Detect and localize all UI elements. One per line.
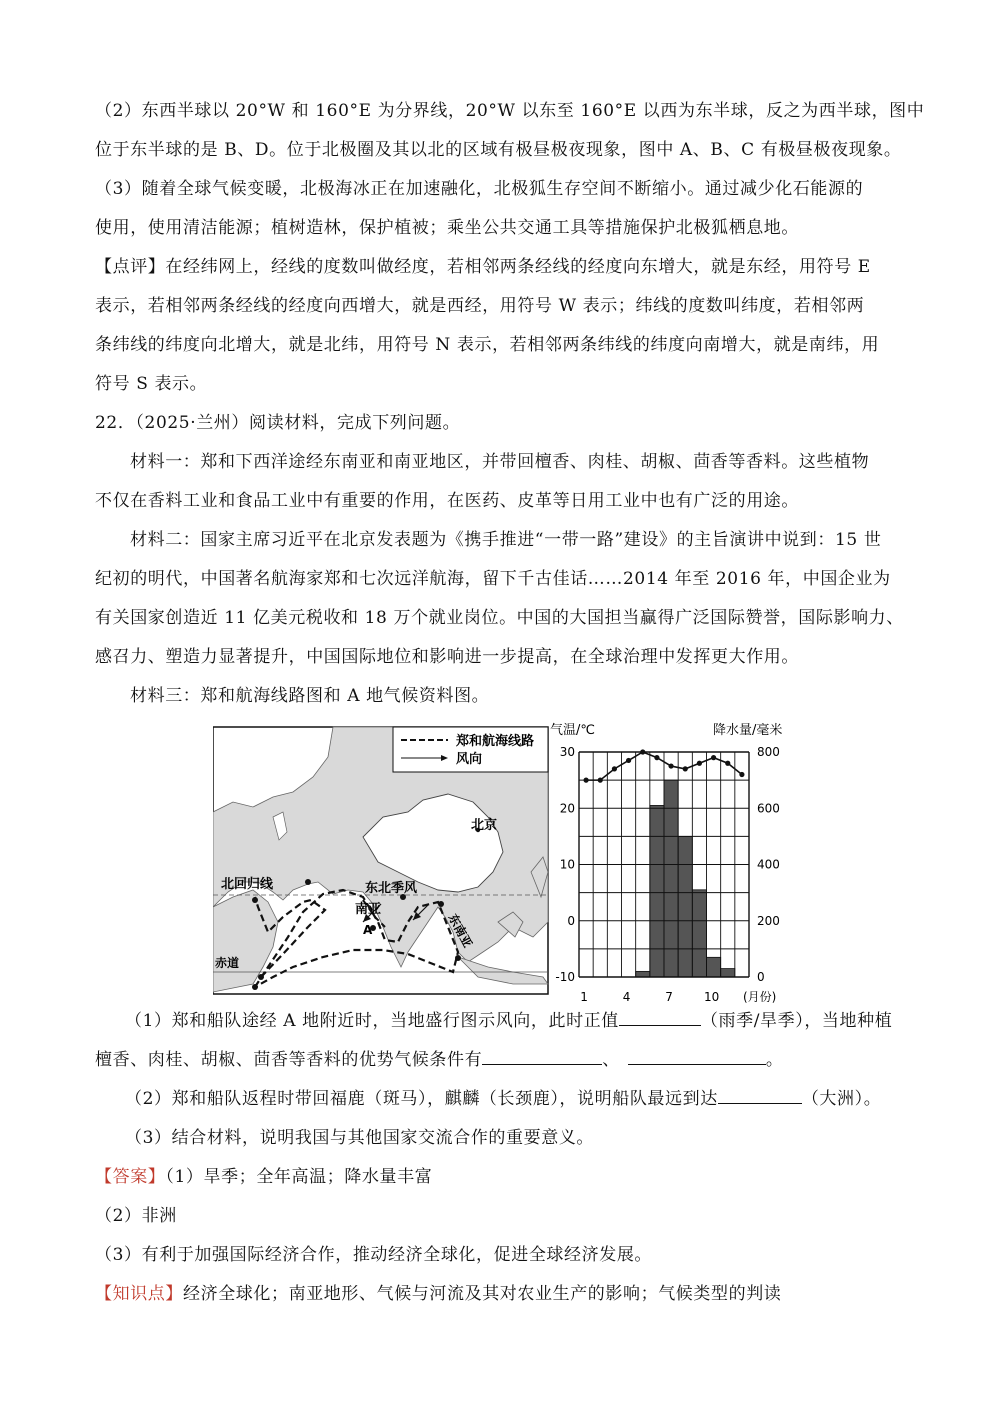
precip-bar: [650, 805, 664, 977]
temperature-point: [583, 778, 588, 783]
material-three: 材料三：郑和航海线路图和 A 地气候资料图。: [130, 686, 490, 706]
temperature-point: [683, 766, 688, 771]
temperature-point: [640, 749, 645, 754]
label-equator: 赤道: [215, 956, 240, 970]
knowledge-point-line: 【知识点】经济全球化；南亚地形、气候与河流及其对农业生产的影响；气候类型的判读: [95, 1284, 782, 1304]
chart-left-axis-title: 气温/℃: [550, 723, 595, 738]
month-tick-label: 1: [580, 990, 588, 1004]
figure-svg: [213, 722, 803, 1004]
answer-line: （2）非洲: [95, 1206, 177, 1226]
answer-blank[interactable]: [718, 1083, 802, 1104]
answer-line: 【答案】（1）旱季；全年高温；降水量丰富: [95, 1167, 433, 1187]
precip-bar: [707, 957, 721, 977]
precip-tick-label: 600: [757, 801, 780, 816]
legend-wind-label: 风向: [456, 752, 483, 767]
material-two: 有关国家创造近 11 亿美元税收和 18 万个就业岗位。中国的大国担当赢得广泛国际赞誉，国际影响力、: [95, 608, 904, 628]
temp-tick-label: 10: [559, 857, 575, 872]
figure: [213, 722, 803, 1004]
comment-line: 【点评】在经纬网上，经线的度数叫做经度，若相邻两条经线的经度向东增大，就是东经，用符号 E: [95, 257, 871, 277]
temperature-point: [739, 772, 744, 777]
knowledge-point-tag: 【知识点】: [95, 1284, 183, 1304]
month-tick-label: 7: [665, 990, 673, 1004]
precip-bar: [664, 780, 678, 977]
temperature-point: [725, 761, 730, 766]
precip-bar: [636, 971, 650, 977]
temp-tick-label: -10: [555, 970, 575, 984]
chart-right-axis-title: 降水量/毫米: [713, 723, 783, 738]
prev-answer-line: （2）东西半球以 20°W 和 160°E 为分界线，20°W 以东至 160°E 以西为东半球，反之为西半球，图中: [95, 101, 925, 121]
precip-tick-label: 400: [757, 857, 780, 872]
answer-blank[interactable]: [628, 1044, 766, 1065]
temp-tick-label: 30: [559, 745, 575, 759]
temperature-point: [654, 755, 659, 760]
sub-question-3: （3）结合材料，说明我国与其他国家交流合作的重要意义。: [125, 1128, 595, 1148]
comment-line: 条纬线的纬度向北增大，就是北纬，用符号 N 表示，若相邻两条纬线的纬度向南增大，就是南纬，用: [95, 335, 880, 355]
precip-bar: [678, 836, 692, 977]
climate-chart: [550, 722, 782, 1004]
question-heading: 22．（2025·兰州）阅读材料，完成下列问题。: [95, 413, 461, 433]
sub-question-1-cont: 檀香、肉桂、胡椒、茴香等香料的优势气候条件有 、 。: [95, 1041, 905, 1080]
answer-line: （3）有利于加强国际经济合作，推动经济全球化，促进全球经济发展。: [95, 1245, 653, 1265]
temperature-point: [711, 755, 716, 760]
temperature-point: [612, 766, 617, 771]
month-tick-label: 10: [703, 990, 720, 1004]
temp-tick-label: 20: [559, 801, 575, 816]
precip-tick-label: 200: [757, 913, 780, 928]
temperature-point: [626, 758, 631, 763]
precip-bar: [721, 969, 735, 977]
prev-answer-line: 位于东半球的是 B、D。位于北极圈及其以北的区域有极昼极夜现象，图中 A、B、C 有极昼极夜现象。: [95, 140, 902, 160]
material-one: 材料一：郑和下西洋途经东南亚和南亚地区，并带回檀香、肉桂、胡椒、茴香等香料。这些植物: [130, 452, 870, 472]
comment-line: 表示，若相邻两条经线的经度向西增大，就是西经，用符号 W 表示；纬线的度数叫纬度，若相邻两: [95, 296, 865, 316]
precip-tick-label: 800: [757, 745, 780, 759]
precip-tick-label: 0: [757, 970, 765, 984]
precip-bar: [692, 890, 706, 977]
temperature-point: [697, 761, 702, 766]
label-tropic: 北回归线: [221, 877, 274, 892]
temperature-point: [668, 763, 673, 768]
zhenghe-route-map: [213, 727, 548, 994]
prev-answer-line: 使用，使用清洁能源；植树造林，保护植被；乘坐公共交通工具等措施保护北极狐栖息地。: [95, 218, 799, 238]
temp-tick-label: 0: [567, 913, 575, 928]
label-point-a: A: [363, 923, 373, 937]
temperature-point: [598, 778, 603, 783]
sub-question-1: （1）郑和船队途经 A 地附近时，当地盛行图示风向，此时正值 （雨季/旱季），当地种植: [125, 1002, 935, 1041]
answer-blank[interactable]: [482, 1044, 602, 1065]
material-one: 不仅在香料工业和食品工业中有重要的作用，在医药、皮革等日用工业中也有广泛的用途。: [95, 491, 799, 511]
prev-answer-line: （3）随着全球气候变暖，北极海冰正在加速融化，北极狐生存空间不断缩小。通过减少化石能源的: [95, 179, 864, 199]
comment-tag: 【点评】: [95, 257, 166, 277]
label-beijing: 北京: [471, 818, 498, 833]
material-two: 纪初的明代，中国著名航海家郑和七次远洋航海，留下千古佳话……2014 年至 2016 年，中国企业为: [95, 569, 891, 589]
month-tick-label: 4: [622, 990, 631, 1004]
label-southeast-asia: 东南亚: [445, 911, 475, 950]
material-two: 材料二：国家主席习近平在北京发表题为《携手推进“一带一路”建设》的主旨演讲中说到：15 世: [130, 530, 882, 550]
label-ne-monsoon: 东北季风: [365, 881, 418, 896]
material-two: 感召力、塑造力显著提升，中国国际地位和影响进一步提高，在全球治理中发挥更大作用。: [95, 647, 799, 667]
answer-tag: 【答案】: [95, 1167, 166, 1187]
comment-line: 符号 S 表示。: [95, 374, 208, 394]
label-south-asia: 南亚: [355, 902, 382, 917]
answer-blank[interactable]: [619, 1005, 701, 1026]
sub-question-2: （2）郑和船队返程时带回福鹿（斑马），麒麟（长颈鹿），说明船队最远到达 （大洲）。: [125, 1080, 935, 1119]
legend-route-label: 郑和航海线路: [456, 734, 535, 749]
chart-x-axis-title: (月份): [743, 990, 777, 1004]
